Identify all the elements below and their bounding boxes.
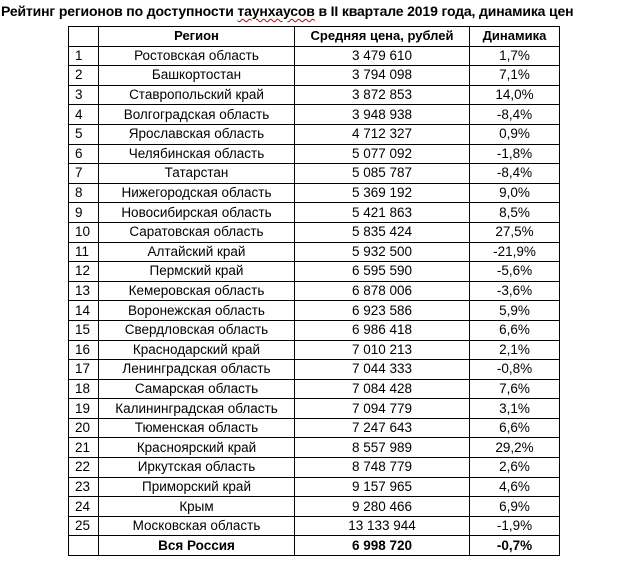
row-price: 5 077 092 — [295, 144, 470, 164]
row-region: Калининградская область — [99, 399, 295, 419]
row-dynamics: 8,5% — [470, 203, 560, 223]
row-price: 13 133 944 — [295, 516, 470, 536]
row-region: Ленинградская область — [99, 360, 295, 380]
header-price: Средняя цена, рублей — [295, 27, 470, 47]
table-row — [69, 242, 560, 262]
page-title — [1, 3, 622, 20]
row-price: 5 421 863 — [295, 203, 470, 223]
row-region: Пермский край — [99, 262, 295, 282]
table-row — [69, 262, 560, 282]
row-number: 5 — [69, 124, 99, 144]
row-number: 20 — [69, 418, 99, 438]
row-region: Ростовская область — [99, 46, 295, 66]
row-region: Свердловская область — [99, 320, 295, 340]
row-region: Тюменская область — [99, 418, 295, 438]
row-number: 16 — [69, 340, 99, 360]
table-row — [69, 340, 560, 360]
row-dynamics: 0,9% — [470, 124, 560, 144]
row-number: 22 — [69, 458, 99, 478]
table-total-row — [69, 536, 560, 556]
header-dynamics: Динамика — [470, 27, 560, 47]
table-row — [69, 281, 560, 301]
row-number: 18 — [69, 379, 99, 399]
row-dynamics: 2,6% — [470, 458, 560, 478]
row-region: Саратовская область — [99, 222, 295, 242]
title-text-end: в II квартале 2019 года, динамика цен — [314, 3, 574, 19]
row-number: 3 — [69, 85, 99, 105]
total-price: 6 998 720 — [295, 536, 470, 556]
row-number: 8 — [69, 183, 99, 203]
row-dynamics: 9,0% — [470, 183, 560, 203]
table-row — [69, 85, 560, 105]
table-row — [69, 399, 560, 419]
row-region: Кемеровская область — [99, 281, 295, 301]
table-row — [69, 360, 560, 380]
row-number: 17 — [69, 360, 99, 380]
row-number: 6 — [69, 144, 99, 164]
table-row — [69, 458, 560, 478]
row-region: Иркутская область — [99, 458, 295, 478]
row-dynamics: -0,8% — [470, 360, 560, 380]
row-dynamics: -5,6% — [470, 262, 560, 282]
row-price: 5 835 424 — [295, 222, 470, 242]
row-price: 8 748 779 — [295, 458, 470, 478]
row-number: 2 — [69, 66, 99, 86]
row-region: Нижегородская область — [99, 183, 295, 203]
row-price: 5 085 787 — [295, 164, 470, 184]
row-region: Новосибирская область — [99, 203, 295, 223]
table-header-row — [69, 27, 560, 47]
row-price: 7 094 779 — [295, 399, 470, 419]
table-body — [69, 46, 560, 555]
table-row — [69, 105, 560, 125]
row-region: Ярославская область — [99, 124, 295, 144]
row-price: 7 084 428 — [295, 379, 470, 399]
row-dynamics: 6,6% — [470, 418, 560, 438]
row-number: 15 — [69, 320, 99, 340]
row-number: 12 — [69, 262, 99, 282]
row-dynamics: 6,9% — [470, 497, 560, 517]
row-number: 9 — [69, 203, 99, 223]
table-row — [69, 320, 560, 340]
row-price: 9 157 965 — [295, 477, 470, 497]
table-row — [69, 46, 560, 66]
row-number: 23 — [69, 477, 99, 497]
row-price: 5 369 192 — [295, 183, 470, 203]
table-row — [69, 477, 560, 497]
table-row — [69, 203, 560, 223]
row-dynamics: 7,1% — [470, 66, 560, 86]
row-price: 3 794 098 — [295, 66, 470, 86]
row-dynamics: -8,4% — [470, 164, 560, 184]
ranking-table — [68, 26, 560, 556]
total-number — [69, 536, 99, 556]
row-price: 6 986 418 — [295, 320, 470, 340]
row-dynamics: 7,6% — [470, 379, 560, 399]
row-number: 4 — [69, 105, 99, 125]
table-row — [69, 301, 560, 321]
row-price: 3 872 853 — [295, 85, 470, 105]
row-price: 6 595 590 — [295, 262, 470, 282]
row-dynamics: 4,6% — [470, 477, 560, 497]
row-number: 7 — [69, 164, 99, 184]
row-price: 6 923 586 — [295, 301, 470, 321]
table-row — [69, 164, 560, 184]
row-price: 9 280 466 — [295, 497, 470, 517]
row-region: Самарская область — [99, 379, 295, 399]
row-dynamics: 5,9% — [470, 301, 560, 321]
row-number: 1 — [69, 46, 99, 66]
table-row — [69, 124, 560, 144]
row-region: Челябинская область — [99, 144, 295, 164]
row-region: Красноярский край — [99, 438, 295, 458]
row-price: 5 932 500 — [295, 242, 470, 262]
row-region: Алтайский край — [99, 242, 295, 262]
table-row — [69, 222, 560, 242]
row-dynamics: -3,6% — [470, 281, 560, 301]
row-dynamics: -1,8% — [470, 144, 560, 164]
row-region: Московская область — [99, 516, 295, 536]
row-dynamics: 2,1% — [470, 340, 560, 360]
row-dynamics: 3,1% — [470, 399, 560, 419]
row-dynamics: 27,5% — [470, 222, 560, 242]
row-region: Башкортостан — [99, 66, 295, 86]
row-number: 10 — [69, 222, 99, 242]
row-number: 14 — [69, 301, 99, 321]
row-region: Воронежская область — [99, 301, 295, 321]
row-dynamics: 14,0% — [470, 85, 560, 105]
table-row — [69, 379, 560, 399]
title-text-start: Рейтинг регионов по доступности — [1, 3, 238, 19]
row-number: 11 — [69, 242, 99, 262]
row-number: 19 — [69, 399, 99, 419]
row-number: 25 — [69, 516, 99, 536]
row-region: Приморский край — [99, 477, 295, 497]
row-price: 7 044 333 — [295, 360, 470, 380]
row-region: Татарстан — [99, 164, 295, 184]
table-row — [69, 183, 560, 203]
row-price: 4 712 327 — [295, 124, 470, 144]
row-price: 3 948 938 — [295, 105, 470, 125]
table-row — [69, 144, 560, 164]
table-row — [69, 516, 560, 536]
total-region: Вся Россия — [99, 536, 295, 556]
row-region: Волгоградская область — [99, 105, 295, 125]
row-price: 7 010 213 — [295, 340, 470, 360]
row-region: Краснодарский край — [99, 340, 295, 360]
table-row — [69, 66, 560, 86]
table-row — [69, 497, 560, 517]
title-spellcheck-word: таунхаусов — [237, 3, 315, 19]
row-dynamics: 1,7% — [470, 46, 560, 66]
row-region: Крым — [99, 497, 295, 517]
row-dynamics: 29,2% — [470, 438, 560, 458]
row-price: 7 247 643 — [295, 418, 470, 438]
table-row — [69, 438, 560, 458]
row-number: 24 — [69, 497, 99, 517]
header-number — [69, 27, 99, 47]
row-dynamics: -8,4% — [470, 105, 560, 125]
row-region: Ставропольский край — [99, 85, 295, 105]
row-number: 21 — [69, 438, 99, 458]
row-number: 13 — [69, 281, 99, 301]
row-dynamics: -21,9% — [470, 242, 560, 262]
row-price: 8 557 989 — [295, 438, 470, 458]
row-dynamics: 6,6% — [470, 320, 560, 340]
header-region: Регион — [99, 27, 295, 47]
total-dynamics: -0,7% — [470, 536, 560, 556]
row-price: 6 878 006 — [295, 281, 470, 301]
table-row — [69, 418, 560, 438]
row-price: 3 479 610 — [295, 46, 470, 66]
row-dynamics: -1,9% — [470, 516, 560, 536]
